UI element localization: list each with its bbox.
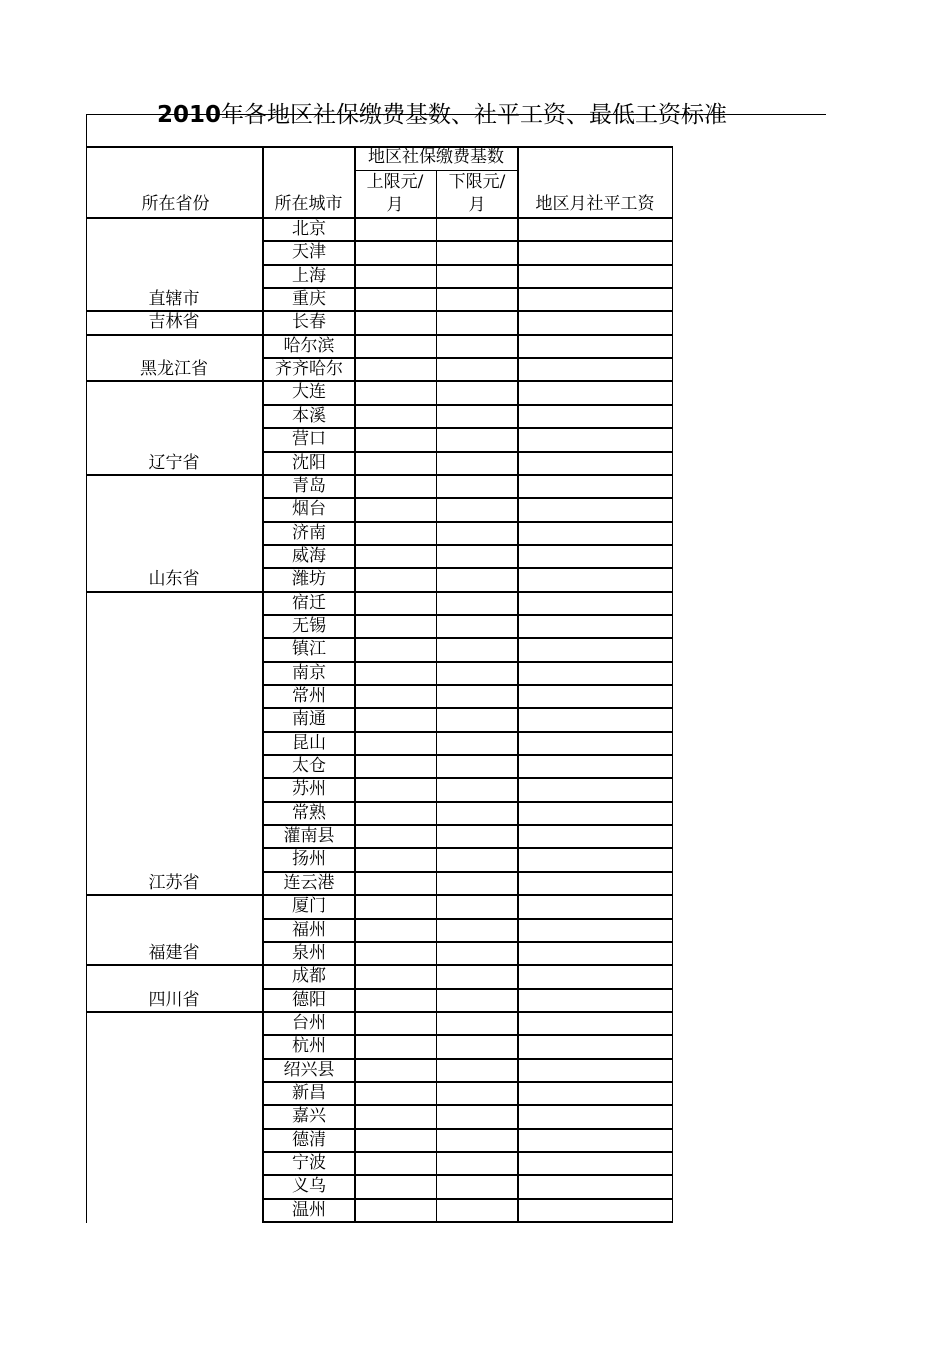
city-cell: 威海 [292, 545, 326, 566]
city-cell: 成都 [292, 966, 326, 987]
header-city: 所在城市 [274, 194, 343, 214]
city-cell: 连云港 [283, 872, 335, 893]
header-base-group: 地区社保缴费基数 [368, 147, 504, 167]
province-cell: 山东省 [148, 569, 200, 590]
city-cell: 新昌 [292, 1082, 326, 1103]
header-lower-limit: 下限元/ [448, 172, 506, 192]
city-cell: 烟台 [292, 499, 326, 520]
sheet-title-cell [86, 102, 826, 146]
grid-line-group [86, 894, 262, 896]
province-cell: 四川省 [148, 989, 200, 1010]
city-cell: 台州 [292, 1012, 326, 1033]
city-cell: 义乌 [292, 1176, 326, 1197]
grid-line-col-right [672, 146, 673, 1223]
city-cell: 北京 [292, 219, 326, 239]
grid-line-group [86, 964, 262, 966]
city-cell: 长春 [292, 312, 326, 333]
grid-line-group [86, 334, 262, 336]
city-cell: 宁波 [292, 1153, 326, 1173]
city-cell: 镇江 [292, 639, 326, 660]
grid-line-group [86, 380, 262, 382]
city-cell: 本溪 [292, 405, 326, 426]
province-cell: 辽宁省 [148, 452, 200, 473]
city-cell: 大连 [292, 382, 326, 403]
city-cell: 德阳 [292, 989, 326, 1010]
city-cell: 苏州 [292, 779, 326, 800]
header-upper-limit: 上限元/ [366, 172, 424, 192]
city-cell: 常州 [292, 686, 326, 706]
grid-line-group [86, 474, 262, 476]
grid-line-col-upper [436, 170, 437, 1223]
city-cell: 太仓 [292, 756, 326, 777]
grid-line-title-left [86, 114, 87, 1223]
city-cell: 南通 [292, 709, 326, 730]
city-cell: 哈尔滨 [283, 335, 335, 356]
city-cell: 泉州 [292, 942, 326, 963]
city-cell: 嘉兴 [292, 1106, 326, 1127]
city-cell: 潍坊 [292, 569, 326, 590]
title-year: 2010 [157, 102, 222, 128]
province-cell: 福建省 [148, 942, 200, 963]
city-cell: 青岛 [292, 475, 326, 496]
province-cell: 直辖市 [148, 289, 200, 310]
city-cell: 绍兴县 [283, 1059, 335, 1080]
city-cell: 齐齐哈尔 [275, 359, 343, 380]
city-cell: 德清 [292, 1129, 326, 1150]
city-cell: 无锡 [292, 615, 326, 636]
header-lower-unit: 月 [468, 195, 486, 215]
city-cell: 南京 [292, 662, 326, 683]
city-cell: 厦门 [292, 896, 326, 917]
city-cell: 上海 [292, 265, 326, 286]
province-cell: 黑龙江省 [140, 359, 208, 380]
city-cell: 营口 [292, 429, 326, 450]
city-cell: 天津 [292, 242, 326, 263]
grid-line-group [86, 1011, 262, 1013]
city-cell: 常熟 [292, 802, 326, 823]
grid-line-header-bottom [86, 217, 672, 219]
city-cell: 温州 [292, 1199, 326, 1220]
city-cell: 福州 [292, 919, 326, 940]
city-cell: 济南 [292, 522, 326, 543]
city-cell: 宿迁 [292, 592, 326, 613]
city-cell: 扬州 [292, 849, 326, 870]
city-cell: 灌南县 [283, 826, 335, 847]
grid-line-row [262, 1221, 672, 1223]
city-cell: 重庆 [292, 289, 326, 310]
header-avg-wage: 地区月社平工资 [535, 194, 655, 214]
city-cell: 昆山 [292, 732, 326, 753]
grid-line-group [86, 591, 262, 593]
title-text: 年各地区社保缴费基数、社平工资、最低工资标准 [221, 102, 728, 128]
grid-line-header-top [86, 146, 672, 148]
header-upper-unit: 月 [386, 195, 404, 215]
city-cell: 沈阳 [292, 452, 326, 473]
grid-line-col-lower [517, 146, 519, 1223]
province-cell: 吉林省 [148, 312, 200, 333]
province-cell: 江苏省 [148, 872, 200, 893]
header-province: 所在省份 [141, 194, 210, 214]
city-cell: 杭州 [292, 1036, 326, 1057]
sheet-title [157, 101, 727, 129]
